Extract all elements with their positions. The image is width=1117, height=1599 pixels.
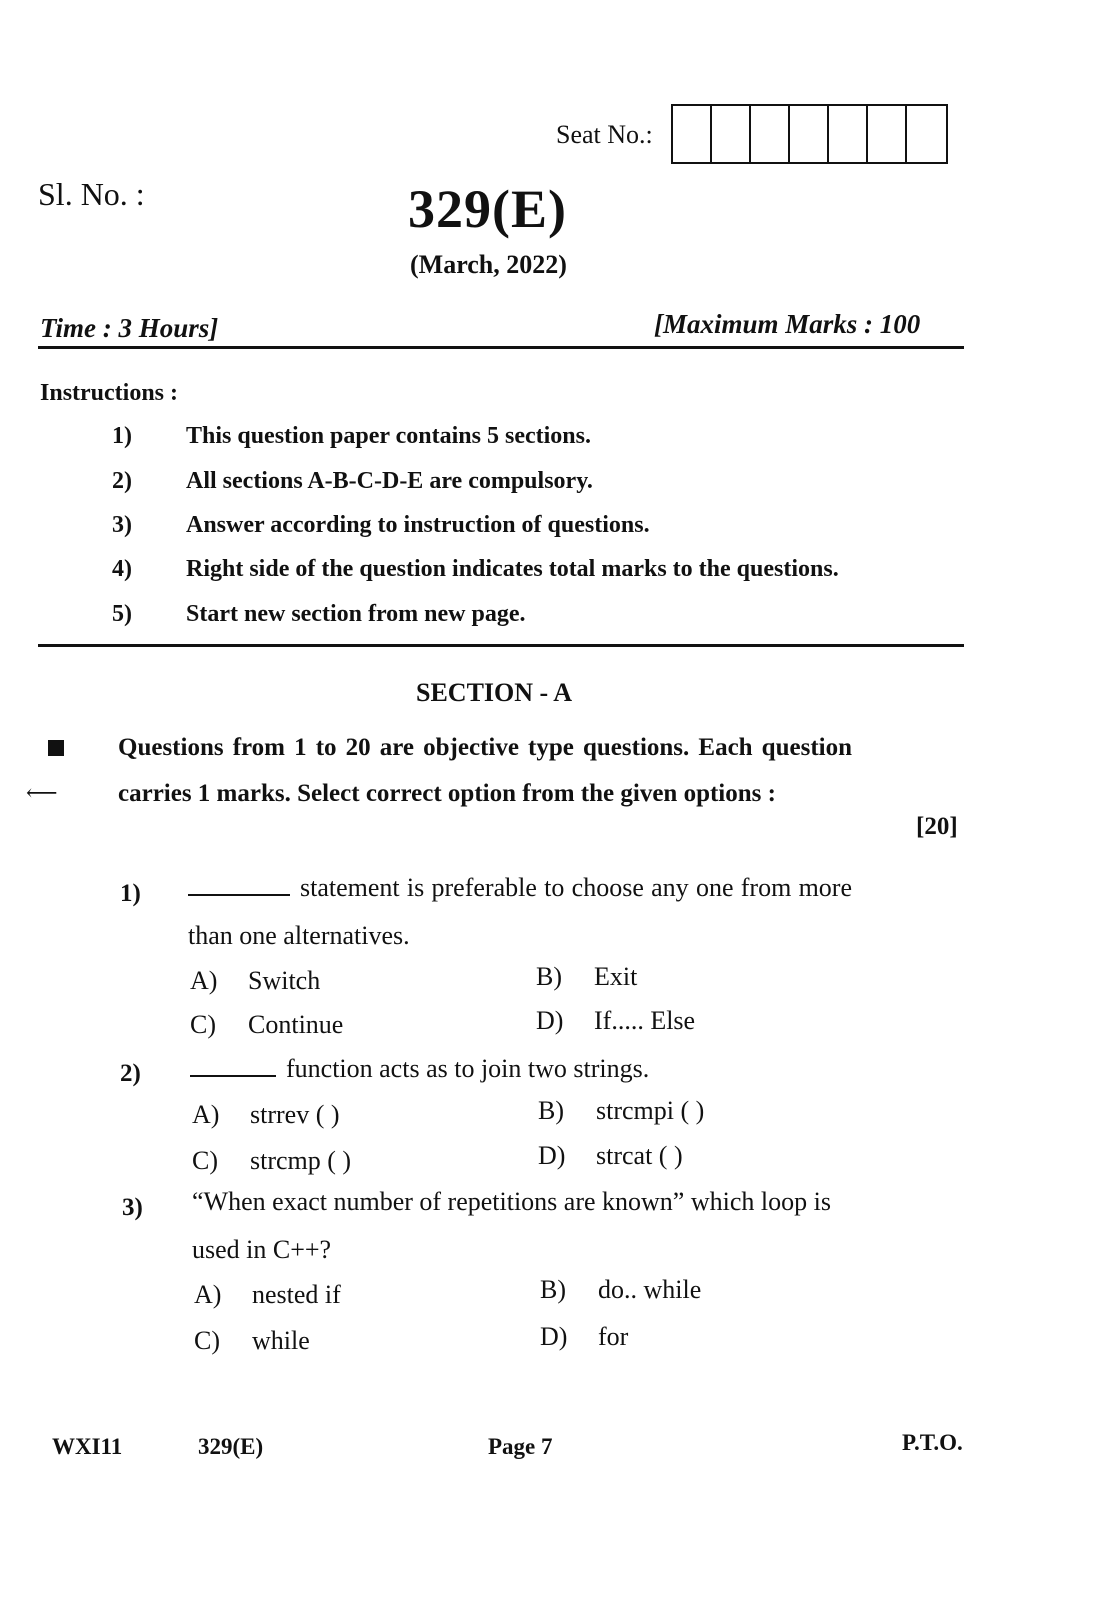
instruction-text: Start new section from new page. xyxy=(186,601,526,627)
instruction-number: 5) xyxy=(112,601,132,627)
instruction-item xyxy=(112,556,839,583)
page-number: Page 7 xyxy=(488,1434,553,1459)
option-label: A) xyxy=(192,1100,220,1129)
option-label: C) xyxy=(192,1146,218,1175)
option-text: strcmpi ( ) xyxy=(596,1096,705,1125)
instruction-number: 1) xyxy=(112,423,132,449)
option-label: C) xyxy=(190,1010,216,1039)
option-text: nested if xyxy=(252,1280,341,1309)
option-label: A) xyxy=(190,966,218,995)
option-d xyxy=(540,1322,628,1352)
seat-number-label: Seat No.: xyxy=(556,120,653,149)
section-marks: [20] xyxy=(916,813,958,840)
option-b xyxy=(540,1275,701,1305)
option-a xyxy=(192,1100,340,1130)
seat-number-box xyxy=(829,106,868,162)
option-text: while xyxy=(252,1326,310,1355)
instruction-number: 3) xyxy=(112,512,132,538)
serial-number-label: Sl. No. : xyxy=(38,176,145,212)
seat-number-box xyxy=(868,106,907,162)
option-text: do.. while xyxy=(598,1275,702,1304)
option-c xyxy=(190,1010,343,1040)
instruction-text: This question paper contains 5 sections. xyxy=(186,423,591,449)
question-text xyxy=(188,864,852,960)
instructions-divider xyxy=(38,644,964,647)
option-text: strrev ( ) xyxy=(250,1100,340,1129)
option-a xyxy=(194,1280,341,1310)
footer-paper-code: 329(E) xyxy=(198,1434,264,1459)
option-text: for xyxy=(598,1322,629,1351)
seat-number-box xyxy=(712,106,751,162)
option-d xyxy=(536,1006,695,1036)
paper-code: 329(E) xyxy=(408,179,567,239)
option-label: D) xyxy=(540,1322,568,1351)
answer-blank xyxy=(190,1053,276,1077)
question-number: 1) xyxy=(120,880,141,907)
question-body: statement is preferable to choose any one from more than one alternatives. xyxy=(188,873,852,950)
question-number: 3) xyxy=(122,1194,143,1221)
option-label: B) xyxy=(538,1096,564,1125)
option-text: If..... Else xyxy=(594,1006,696,1035)
header-divider xyxy=(38,346,964,349)
option-label: A) xyxy=(194,1280,222,1309)
instruction-number: 2) xyxy=(112,468,132,494)
arrow-mark-icon: ⟵ xyxy=(26,780,58,805)
instruction-item xyxy=(112,423,591,450)
footer-code: WXI11 xyxy=(52,1434,123,1459)
seat-number-box xyxy=(673,106,712,162)
instructions-heading: Instructions : xyxy=(40,380,179,406)
option-d xyxy=(538,1141,683,1171)
option-label: C) xyxy=(194,1326,220,1355)
option-label: B) xyxy=(540,1275,566,1304)
option-b xyxy=(538,1096,704,1126)
question-number: 2) xyxy=(120,1060,141,1087)
option-label: B) xyxy=(536,962,562,991)
maximum-marks: [Maximum Marks : 100 xyxy=(654,309,921,339)
question-text: “When exact number of repetitions are known” which loop is used in C++? xyxy=(192,1187,831,1264)
option-text: strcat ( ) xyxy=(596,1141,683,1170)
instruction-text: Answer according to instruction of questions. xyxy=(186,512,650,538)
seat-number-box xyxy=(790,106,829,162)
option-c xyxy=(192,1146,351,1176)
instruction-text: Right side of the question indicates total marks to the questions. xyxy=(186,556,839,582)
instruction-number: 4) xyxy=(112,556,132,582)
square-bullet-icon xyxy=(48,740,64,756)
question-body: function acts as to join two strings. xyxy=(286,1054,650,1083)
seat-number-box xyxy=(907,106,946,162)
seat-number-boxes xyxy=(671,104,948,164)
section-instructions: Questions from 1 to 20 are objective type questions. Each question carries 1 marks. Select correct option from the given options : xyxy=(118,734,852,807)
option-text: strcmp ( ) xyxy=(250,1146,352,1175)
option-label: D) xyxy=(536,1006,564,1035)
option-a xyxy=(190,966,320,996)
instruction-item xyxy=(112,512,650,539)
option-label: D) xyxy=(538,1141,566,1170)
instruction-item xyxy=(112,468,593,495)
option-c xyxy=(194,1326,310,1356)
option-text: Exit xyxy=(594,962,638,991)
option-text: Switch xyxy=(248,966,321,995)
answer-blank xyxy=(188,872,290,896)
section-title: SECTION - A xyxy=(416,678,573,707)
question-text xyxy=(190,1045,854,1093)
option-b xyxy=(536,962,637,992)
option-text: Continue xyxy=(248,1010,344,1039)
exam-duration: Time : 3 Hours] xyxy=(40,313,219,343)
exam-date: (March, 2022) xyxy=(410,250,567,279)
please-turn-over: P.T.O. xyxy=(902,1430,963,1455)
instruction-text: All sections A-B-C-D-E are compulsory. xyxy=(186,468,593,494)
seat-number-box xyxy=(751,106,790,162)
instruction-item xyxy=(112,601,526,628)
